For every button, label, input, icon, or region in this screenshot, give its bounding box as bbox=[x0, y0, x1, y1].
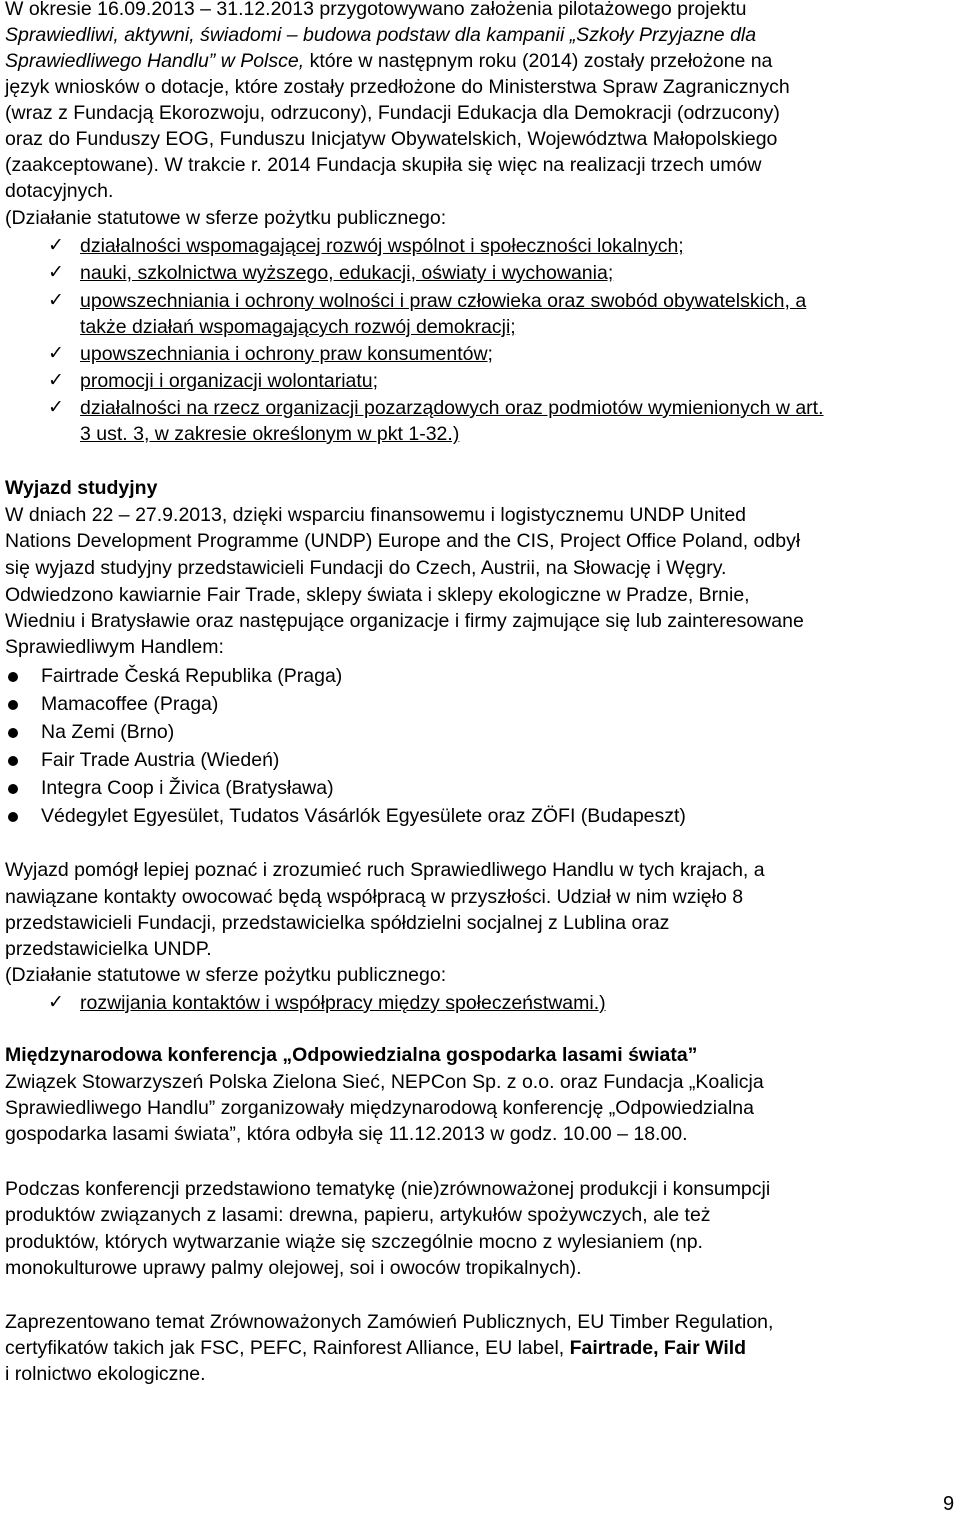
conference-presented-text-3: ekologiczne. bbox=[97, 1363, 206, 1385]
checkmark-icon: ✓ bbox=[48, 262, 64, 283]
statutory-item: upowszechniania i ochrony praw konsumentów; bbox=[80, 343, 493, 365]
trip-line-2: Nations Development Programme (UNDP) Europe and the CIS, Project Office Poland, odbył bbox=[5, 530, 801, 552]
conference-line-2: Sprawiedliwego Handlu” zorganizowały międzynarodową konferencję „Odpowiedzialna bbox=[5, 1097, 754, 1119]
statutory-item: działalności na rzecz organizacji pozarządowych oraz podmiotów wymienionych w art. bbox=[80, 397, 824, 419]
conference-topics-line-4: monokulturowe uprawy palmy olejowej, soi i owoców tropikalnych). bbox=[5, 1257, 582, 1279]
conference-topics-line-3: produktów, których wytwarzanie wiąże się szczególnie mocno z wylesianiem (np. bbox=[5, 1231, 703, 1253]
trip-list-item: Mamacoffee (Praga) bbox=[41, 693, 219, 715]
intro-line-5: (wraz z Fundacją Ekorozwoju, odrzucony), Fundacji Edukacja dla Demokracji (odrzucony) bbox=[5, 102, 780, 124]
intro-line-2: Sprawiedliwi, aktywni, świadomi – budowa podstaw dla kampanii „Szkoły Przyjazne dla bbox=[5, 24, 757, 46]
bullet-icon bbox=[8, 784, 18, 794]
intro-line-3-rest: które w następnym roku (2014) zostały przełożone na bbox=[304, 50, 773, 72]
trip-line-1: W dniach 22 – 27.9.2013, dzięki wsparciu finansowemu i logistycznemu UNDP United bbox=[5, 504, 747, 526]
statutory-item: nauki, szkolnictwa wyższego, edukacji, oświaty i wychowania; bbox=[80, 262, 614, 284]
conference-presented-line-2 bbox=[5, 1335, 746, 1361]
trip-summary-line-1: Wyjazd pomógł lepiej poznać i zrozumieć ruch Sprawiedliwego Handlu w tych krajach, a bbox=[5, 859, 765, 881]
trip-line-3: się wyjazd studyjny przedstawicieli Fundacji do Czech, Austrii, na Słowację i Węgry. bbox=[5, 557, 727, 579]
bullet-icon bbox=[8, 756, 18, 766]
trip-line-4: Odwiedzono kawiarnie Fair Trade, sklepy świata i sklepy ekologiczne w Pradze, Brnie, bbox=[5, 584, 750, 606]
statutory-heading-2: (Działanie statutowe w sferze pożytku publicznego: bbox=[5, 964, 447, 986]
conference-presented-bold: Fairtrade, Fair Wild bbox=[569, 1337, 747, 1359]
checkmark-icon: ✓ bbox=[48, 290, 64, 311]
statutory-item: rozwijania kontaktów i współpracy między społeczeństwami.) bbox=[80, 992, 606, 1014]
statutory-item-continued: 3 ust. 3, w zakresie określonym w pkt 1-32.) bbox=[80, 423, 460, 445]
conference-presented-text-2: i rolnictwo bbox=[5, 1363, 98, 1385]
trip-list-item: Integra Coop i Živica (Bratysława) bbox=[41, 777, 334, 799]
intro-line-4: język wniosków o dotacje, które zostały przedłożone do Ministerstwa Spraw Zagranicznych bbox=[5, 76, 790, 98]
trip-summary-line-2: nawiązane kontakty owocować będą współpracą w przyszłości. Udział w nim wzięło 8 bbox=[5, 886, 744, 908]
trip-list-item: Fair Trade Austria (Wiedeń) bbox=[41, 749, 280, 771]
intro-line-6: oraz do Funduszy EOG, Funduszu Inicjatyw Obywatelskich, Województwa Małopolskiego bbox=[5, 128, 778, 150]
checkmark-icon: ✓ bbox=[48, 370, 64, 391]
bullet-icon bbox=[8, 700, 18, 710]
intro-line-8: dotacyjnych. bbox=[5, 180, 114, 202]
conference-topics-line-2: produktów związanych z lasami: drewna, papieru, artykułów spożywczych, ale też bbox=[5, 1204, 711, 1226]
checkmark-icon: ✓ bbox=[48, 397, 64, 418]
trip-list-item: Na Zemi (Brno) bbox=[41, 721, 175, 743]
conference-title: Międzynarodowa konferencja „Odpowiedzialna gospodarka lasami świata” bbox=[5, 1044, 698, 1066]
bullet-icon bbox=[8, 728, 18, 738]
intro-line-7: (zaakceptowane). W trakcie r. 2014 Fundacja skupiła się więc na realizacji trzech umów bbox=[5, 154, 762, 176]
statutory-item: promocji i organizacji wolontariatu; bbox=[80, 370, 379, 392]
trip-line-6: Sprawiedliwym Handlem: bbox=[5, 636, 224, 658]
statutory-heading-1: (Działanie statutowe w sferze pożytku publicznego: bbox=[5, 207, 447, 229]
intro-line-3 bbox=[5, 48, 772, 74]
intro-line-1: W okresie 16.09.2013 – 31.12.2013 przygotowywano założenia pilotażowego projektu bbox=[5, 0, 747, 20]
bullet-icon bbox=[8, 672, 18, 682]
checkmark-icon: ✓ bbox=[48, 235, 64, 256]
bullet-icon bbox=[8, 812, 18, 822]
conference-presented-line-1: Zaprezentowano temat Zrównoważonych Zamówień Publicznych, EU Timber Regulation, bbox=[5, 1311, 774, 1333]
statutory-item: działalności wspomagającej rozwój wspólnot i społeczności lokalnych; bbox=[80, 235, 684, 257]
trip-line-5: Wiedniu i Bratysławie oraz następujące organizacje i firmy zajmujące się lub zainteresowane bbox=[5, 610, 804, 632]
trip-list-item: Fairtrade Česká Republika (Praga) bbox=[41, 665, 343, 687]
conference-topics-line-1: Podczas konferencji przedstawiono tematykę (nie)zrównoważonej produkcji i konsumpcji bbox=[5, 1178, 771, 1200]
conference-line-3: gospodarka lasami świata”, która odbyła się 11.12.2013 w godz. 10.00 – 18.00. bbox=[5, 1123, 688, 1145]
statutory-item: upowszechniania i ochrony wolności i praw człowieka oraz swobód obywatelskich, a bbox=[80, 290, 807, 312]
trip-title: Wyjazd studyjny bbox=[5, 477, 158, 499]
checkmark-icon: ✓ bbox=[48, 343, 64, 364]
trip-summary-line-4: przedstawicielka UNDP. bbox=[5, 938, 212, 960]
trip-summary-line-3: przedstawicieli Fundacji, przedstawicielka spółdzielni socjalnej z Lublina oraz bbox=[5, 912, 670, 934]
conference-presented-line-3 bbox=[5, 1361, 206, 1387]
trip-list-item: Védegylet Egyesület, Tudatos Vásárlók Egyesülete oraz ZÖFI (Budapeszt) bbox=[41, 805, 686, 827]
conference-line-1: Związek Stowarzyszeń Polska Zielona Sieć, NEPCon Sp. z o.o. oraz Fundacja „Koalicja bbox=[5, 1071, 764, 1093]
checkmark-icon: ✓ bbox=[48, 992, 64, 1013]
page-number: 9 bbox=[943, 1493, 955, 1515]
conference-presented-text: certyfikatów takich jak FSC, PEFC, Rainforest Alliance, EU label, bbox=[5, 1337, 570, 1359]
intro-line-3-italic: Sprawiedliwego Handlu” w Polsce, bbox=[5, 50, 305, 72]
statutory-item-continued: także działań wspomagających rozwój demokracji; bbox=[80, 316, 516, 338]
